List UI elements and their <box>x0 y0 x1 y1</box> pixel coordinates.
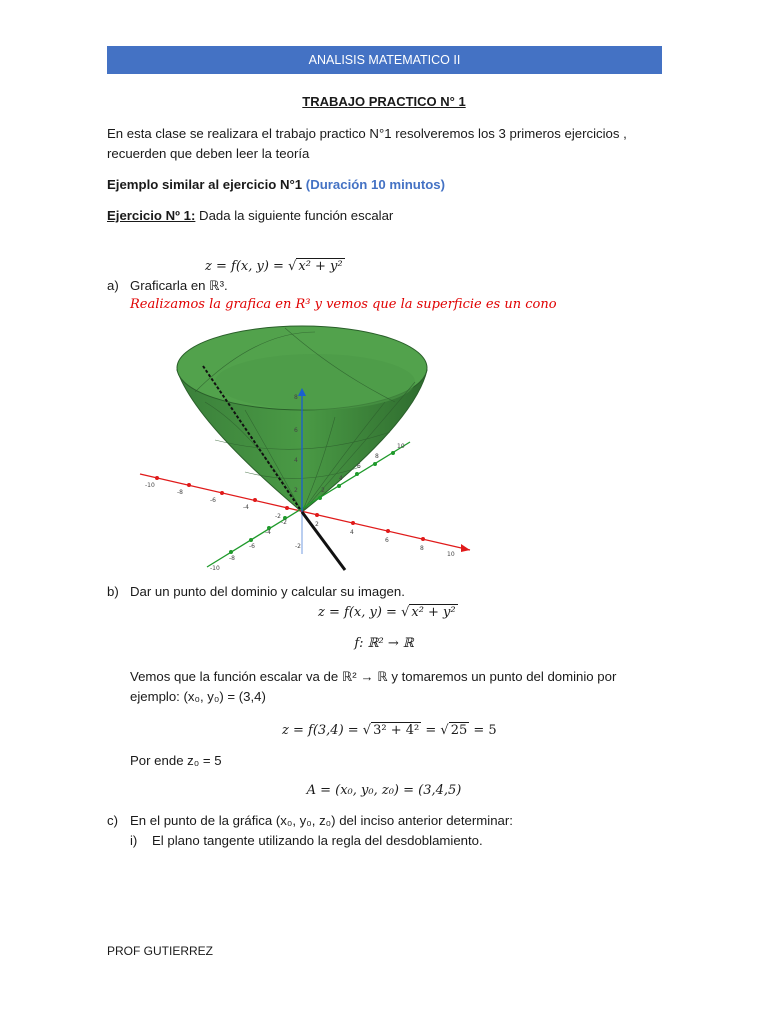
x-tick: -8 <box>177 489 183 496</box>
item-b-text: Dar un punto del dominio y calcular su imagen. <box>130 584 405 599</box>
exercise-text: Dada la siguiente función escalar <box>199 208 394 223</box>
y-tick: -10 <box>210 565 220 572</box>
course-banner: ANALISIS MATEMATICO II <box>107 46 662 74</box>
cone-graph <box>135 322 480 572</box>
y-tick: 8 <box>375 453 379 460</box>
item-c-text: En el punto de la gráfica (x₀, y₀, z₀) del inciso anterior determinar: <box>130 813 513 828</box>
example-heading <box>107 175 667 195</box>
item-a-text: Graficarla en ℝ³. <box>130 278 228 293</box>
formula-point-A: A = (x₀, y₀, z₀) = (3,4,5) <box>306 783 462 798</box>
formula-main: z = f(x, y) = √ x² + y² <box>205 259 343 274</box>
formula-b1: z = f(x, y) = √ x² + y² <box>318 605 456 620</box>
example-label: Ejemplo similar al ejercicio N°1 <box>107 177 303 192</box>
exercise-label: Ejercicio Nº 1: <box>107 208 196 223</box>
x-tick: 10 <box>447 551 455 558</box>
y-tick: 10 <box>397 443 405 450</box>
item-ci-text: El plano tangente utilizando la regla del desdoblamiento. <box>152 833 483 848</box>
y-tick: 6 <box>357 463 361 470</box>
y-tick: -2 <box>281 519 287 526</box>
x-tick: -10 <box>145 482 155 489</box>
item-a-marker: a) <box>107 278 119 293</box>
formula-b3-radicand-2: 25 <box>450 723 468 738</box>
x-tick: -4 <box>243 504 249 511</box>
black-axis-line <box>302 512 345 570</box>
item-ci-marker: i) <box>130 833 138 848</box>
x-tick: -6 <box>210 497 216 504</box>
x-tick: 4 <box>350 529 354 536</box>
formula-b2: f: ℝ² → ℝ <box>354 636 414 651</box>
formula-b3: z = f(3,4) = √ 3² + 4² = √ 25 = 5 <box>282 723 497 738</box>
z-tick: 4 <box>294 457 298 464</box>
exercise-heading <box>107 206 667 226</box>
formula-b1-radicand: x² + y² <box>411 605 456 620</box>
z-tick: 8 <box>294 394 298 401</box>
z-tick: 6 <box>294 427 298 434</box>
y-tick: -4 <box>265 529 271 536</box>
formula-b3-radicand-1: 3² + 4² <box>373 723 420 738</box>
vemos-paragraph: Vemos que la función escalar va de ℝ² → ℝ y tomaremos un punto del dominio por ejemplo: (x₀, y₀) = (3,4) <box>130 669 617 704</box>
x-tick: 8 <box>420 545 424 552</box>
intro-paragraph: En esta clase se realizara el trabajo practico N°1 resolveremos los 3 primeros ejercicios , recuerden que deben leer la teoría <box>107 126 627 161</box>
formula-b3-right: = 5 <box>469 723 497 738</box>
item-c-marker: c) <box>107 813 118 828</box>
z-tick: 2 <box>294 487 298 494</box>
item-b-marker: b) <box>107 584 119 599</box>
duration-label: (Duración 10 minutos) <box>305 177 446 192</box>
x-tick: -2 <box>275 513 281 520</box>
y-tick: -6 <box>249 543 255 550</box>
item-a-answer: Realizamos la grafica en R³ y vemos que la superficie es un cono <box>130 297 557 312</box>
formula-b3-left: z = f(3,4) = <box>282 723 363 738</box>
page-title: TRABAJO PRACTICO N° 1 <box>302 94 466 109</box>
x-tick: 6 <box>385 537 389 544</box>
por-ende-line: Por ende z₀ = 5 <box>130 753 222 768</box>
y-tick: -8 <box>229 555 235 562</box>
x-tick: 2 <box>315 521 319 528</box>
footer-author: PROF GUTIERREZ <box>107 944 214 958</box>
formula-main-left: z = f(x, y) = <box>205 259 289 274</box>
y-tick: 2 <box>321 487 325 494</box>
y-tick: 4 <box>339 475 343 482</box>
z-tick: -2 <box>295 543 301 550</box>
formula-main-radicand: x² + y² <box>298 259 343 274</box>
formula-b1-left: z = f(x, y) = <box>318 605 402 620</box>
formula-b3-mid: = <box>421 723 441 738</box>
